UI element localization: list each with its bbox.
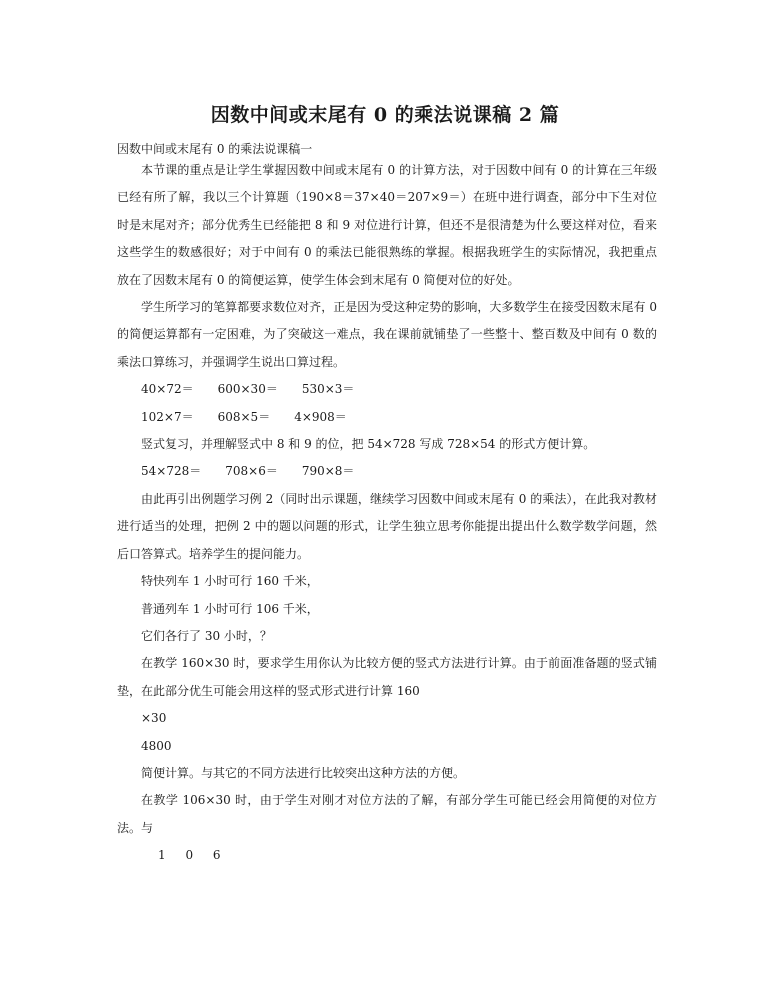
vertical-multiplier: ×30 (141, 711, 167, 726)
vertical-digits: 1 0 6 (158, 848, 229, 863)
problem-line-2: 普通列车 1 小时可行 106 千米， (141, 601, 319, 616)
document-body (117, 157, 657, 870)
paragraph-simple-calc: 简便计算。与其它的不同方法进行比较突出这种方法的方便。 (141, 765, 466, 780)
paragraph-example: 由此再引出例题学习例 2（同时出示课题，继续学习因数中间或末尾有 0 的乘法），在此我对教材进行适当的处理，把例 2 中的题以问题的形式，让学生独立思考你能提出提出什么数学数学问题，然后口答算式。培养学生的提问能力。 (117, 491, 657, 561)
paragraph-intro: 本节课的重点是让学生掌握因数中间或末尾有 0 的计算方法，对于因数中间有 0 的计算在三年级已经有所了解，我以三个计算题（190×8＝37×40＝207×9＝）在班中进行调查，部分中下生对位时是末尾对齐；部分优秀生已经能把 8 和 9 对位进行计算，但还不是很清楚为什么要这样对位，看来这些学生的数感很好；对于中间有 0 的乘法已能很熟练的掌握。根据我班学生的实际情况，我把重点放在了因数末尾有 0 的简便运算，使学生体会到末尾有 0 简便对位的好处。 (117, 163, 657, 287)
paragraph-teaching-160: 在教学 160×30 时，要求学生用你认为比较方便的竖式方法进行计算。由于前面准备题的竖式铺垫，在此部分优生可能会用这样的竖式形式进行计算 160 (117, 656, 657, 698)
paragraph-vertical-review: 竖式复习，并理解竖式中 8 和 9 的位，把 54×728 写成 728×54 的形式方便计算。 (141, 437, 596, 452)
document-subtitle: 因数中间或末尾有 0 的乘法说课稿一 (117, 142, 313, 156)
problem-line-3: 它们各行了 30 小时，？ (141, 628, 272, 643)
practice-row-1: 40×72＝ 600×30＝ 530×3＝ (141, 382, 355, 397)
paragraph-teaching-106: 在教学 106×30 时，由于学生对刚才对位方法的了解，有部分学生可能已经会用简便的对位方法。与 (117, 793, 657, 835)
document-title: 因数中间或末尾有 0 的乘法说课稿 2 篇 (210, 104, 560, 126)
paragraph-difficulty: 学生所学习的笔算都要求数位对齐，正是因为受这种定势的影响，大多数学生在接受因数末尾有 0 的简便运算都有一定困难，为了突破这一难点，我在课前就铺垫了一些整十、整百数及中间有 0 数的乘法口算练习，并强调学生说出口算过程。 (117, 300, 657, 369)
vertical-result: 4800 (141, 738, 172, 753)
practice-row-2: 102×7＝ 608×5＝ 4×908＝ (141, 409, 347, 424)
practice-row-3: 54×728＝ 708×6＝ 790×8＝ (141, 464, 355, 479)
problem-line-1: 特快列车 1 小时可行 160 千米， (141, 574, 319, 589)
